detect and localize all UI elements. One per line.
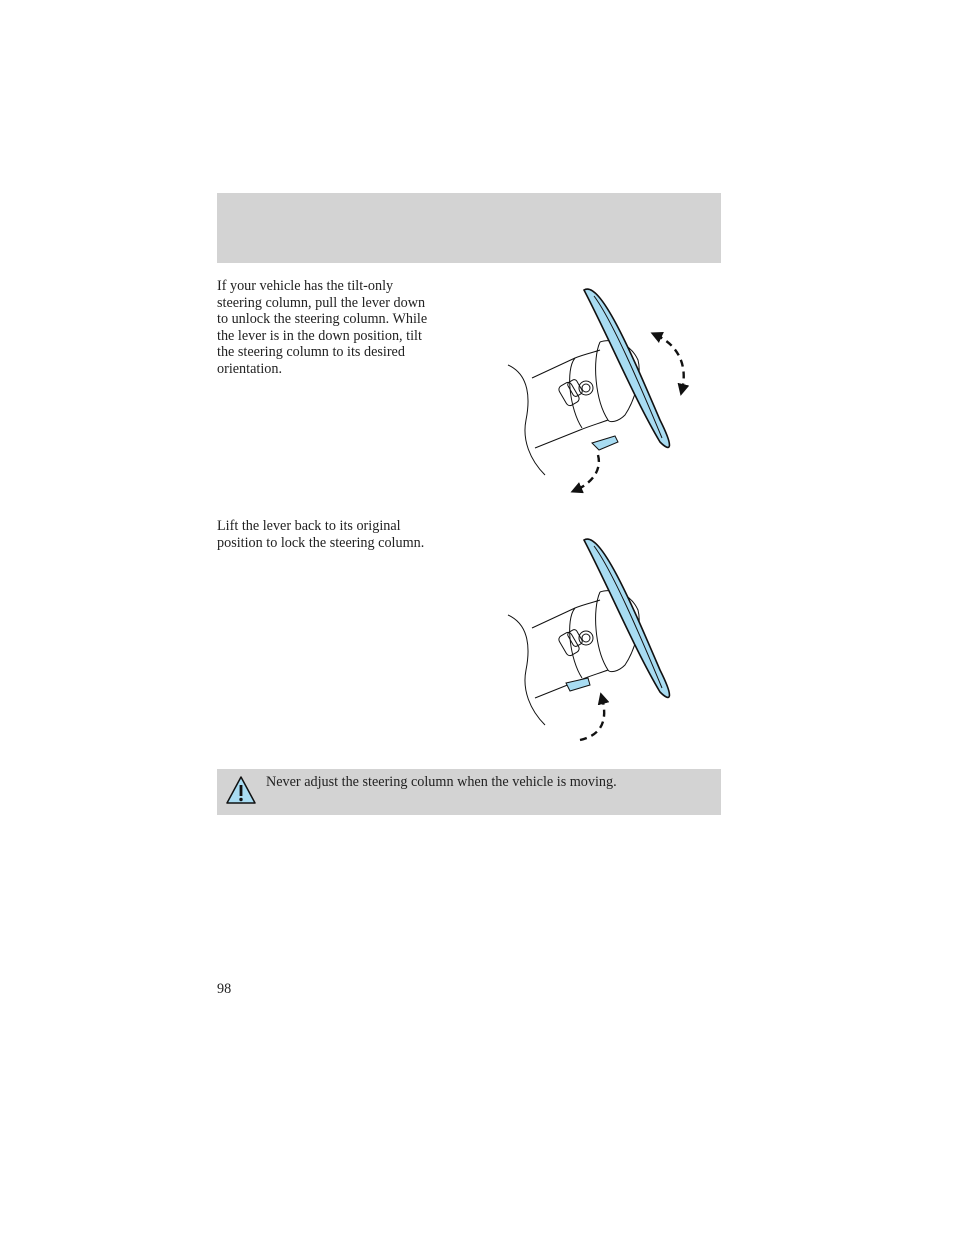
lock-lever-paragraph bbox=[217, 518, 479, 551]
paragraph-line: orientation. bbox=[217, 360, 283, 377]
page-number: 98 bbox=[217, 981, 232, 997]
tilt-unlock-paragraph bbox=[217, 278, 479, 377]
paragraph-line: the lever is in the down position, tilt bbox=[217, 327, 422, 344]
warning-box bbox=[217, 769, 721, 815]
paragraph-line: steering column, pull the lever down bbox=[217, 294, 426, 311]
paragraph-line: If your vehicle has the tilt-only bbox=[217, 278, 394, 294]
section-header-band bbox=[217, 193, 721, 263]
paragraph-line: position to lock the steering column. bbox=[217, 534, 425, 551]
steering-wheel-lever-up-icon bbox=[500, 530, 690, 745]
paragraph-line: to unlock the steering column. While bbox=[217, 311, 428, 327]
warning-triangle-icon bbox=[225, 775, 257, 805]
warning-text: Never adjust the steering column when the vehicle is moving. bbox=[266, 774, 617, 790]
steering-wheel-lever-down-icon bbox=[500, 280, 690, 495]
paragraph-line: the steering column to its desired bbox=[217, 344, 405, 360]
paragraph-line: Lift the lever back to its original bbox=[217, 518, 401, 534]
